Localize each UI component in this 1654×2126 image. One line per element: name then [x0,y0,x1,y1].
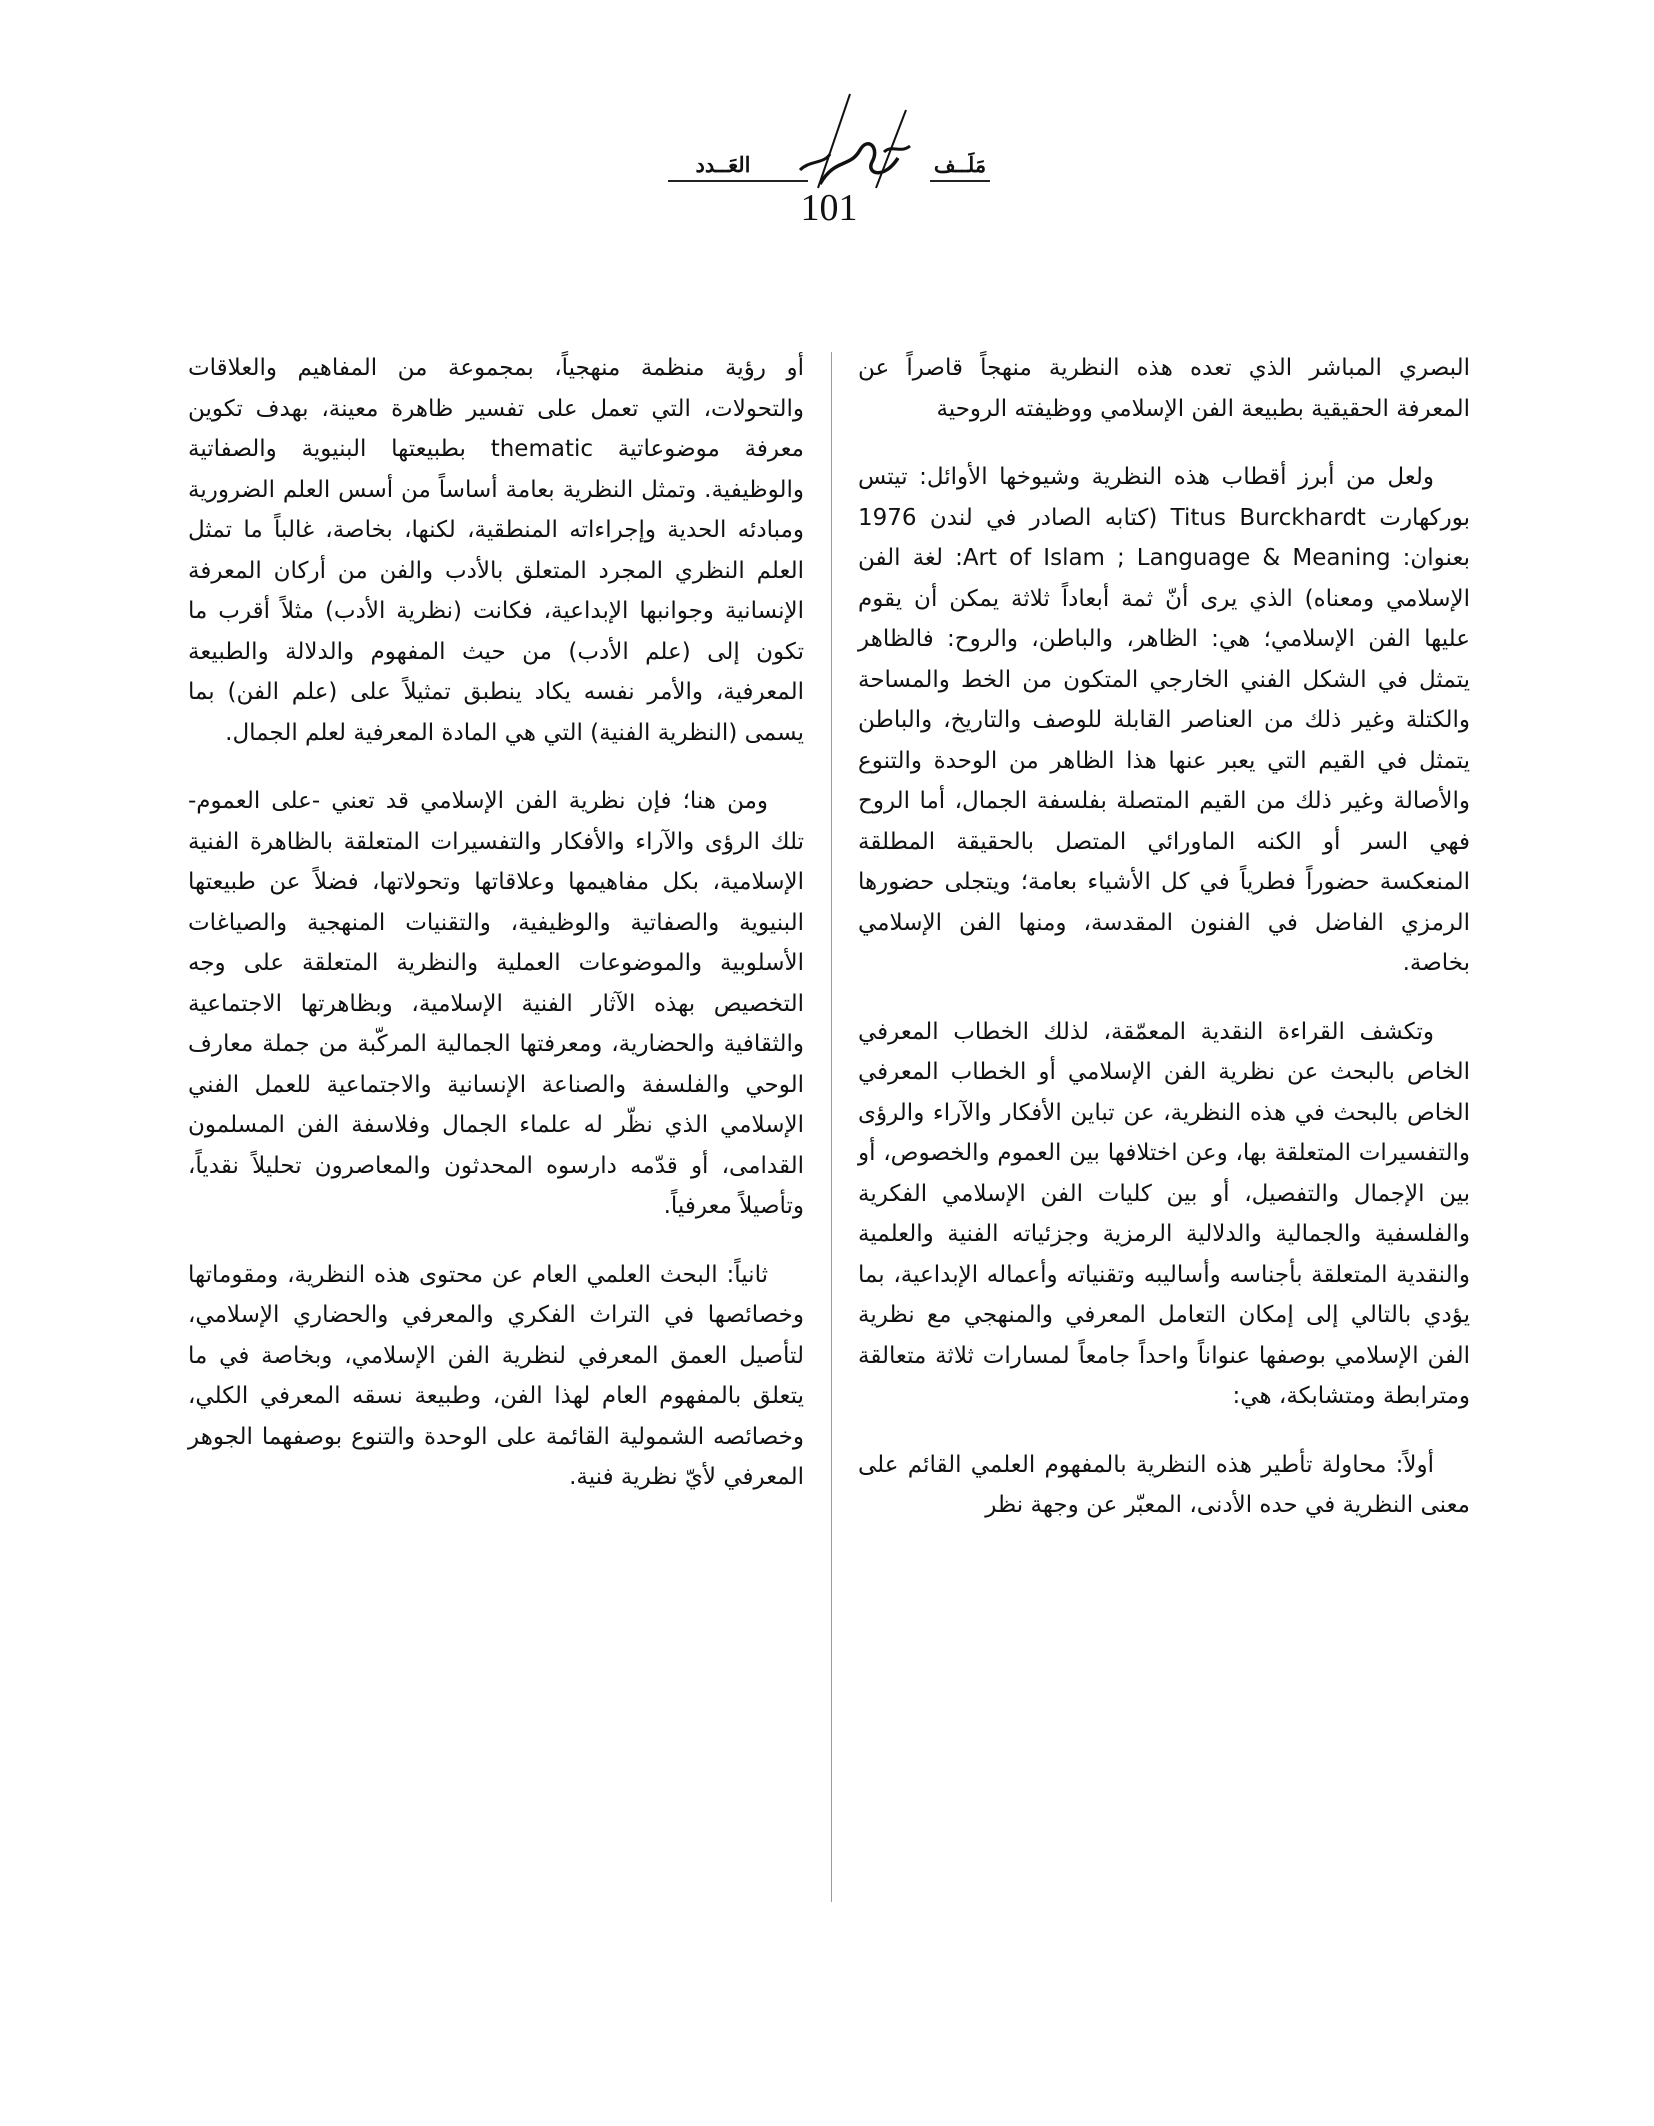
column-divider [831,352,832,1902]
page-header [0,0,1654,240]
header-rule-right [930,180,990,182]
paragraph: ولعل من أبرز أقطاب هذه النظرية وشيوخها الأوائل: تيتس بوركهارت Titus Burckhardt (كتابه الصادر في لندن 1976 بعنوان: Art of Islam ; Language & Meaning: لغة الفن الإسلامي ومعناه) الذي يرى أنّ ثمة أبعاداً ثلاثة يمكن أن يقوم عليها الفن الإسلامي؛ هي: الظاهر، والباطن، والروح: فالظاهر يتمثل في الشكل الفني الخارجي المتكون من الخط والمساحة والكتلة وغير ذلك من العناصر القابلة للوصف والتاريخ، والباطن يتمثل في القيم التي يعبر عنها هذا الظاهر من الوحدة والتنوع والأصالة وغير ذلك من القيم المتصلة بفلسفة الجمال، أما الروح فهي السر أو الكنه الماورائي المتصل بالحقيقة المطلقة المنعكسة حضوراً فطرياً في كل الأشياء بعامة؛ ويتجلى حضورها الرمزي الفاضل في الفنون المقدسة، ومنها الفن الإسلامي بخاصة. [858,464,1471,976]
paragraph: ومن هنا؛ فإن نظرية الفن الإسلامي قد تعني -على العموم- تلك الرؤى والآراء والأفكار والتفسيرات المتعلقة بالظاهرة الفنية الإسلامية، بكل مفاهيمها وعلاقاتها وتحولاتها، فضلاً عن طبيعتها البنيوية والصفاتية والوظيفية، والتقنيات المنهجية والصياغات الأسلوبية والموضوعات العملية والنظرية المتعلقة على وجه التخصيص بهذه الآثار الفنية الإسلامية، وبظاهرتها الاجتماعية والثقافية والحضارية، ومعرفتها الجمالية المركّبة من جملة معارف الوحي والفلسفة والصناعة الإنسانية والاجتماعية للعمل الفني الإسلامي الذي نظّر له علماء الجمال وفلاسفة الفن المسلمون القدامى، أو قدّمه دارسوه المحدثون والمعاصرون تحليلاً نقدياً، وتأصيلاً معرفياً. [188,788,804,1219]
paragraph: وتكشف القراءة النقدية المعمّقة، لذلك الخطاب المعرفي الخاص بالبحث عن نظرية الفن الإسلامي أو الخطاب المعرفي الخاص بالبحث في هذه النظرية، عن تباين الأفكار والآراء والرؤى والتفسيرات المتعلقة بها، وعن اختلافها بين العموم والخصوص، أو بين الإجمال والتفصيل، أو بين كليات الفن الإسلامي الفكرية والفلسفية والجمالية والدلالية الرمزية وجزئياته الفنية والعلمية والنقدية المتعلقة بأجناسه وأساليبه وتقنياته وأعماله الإبداعية، بما يؤدي بالتالي إلى إمكان التعامل المعرفي والمنهجي مع نظرية الفن الإسلامي بوصفها عنواناً واحداً جامعاً لمسارات ثلاثة متعالقة ومترابطة ومتشابكة، هي: [858,1018,1470,1409]
right-text-column [858,348,1470,1554]
paragraph: أولاً: محاولة تأطير هذه النظرية بالمفهوم العلمي القائم على معنى النظرية في حده الأدنى، المعبّر عن وجهة نظر [858,1451,1470,1518]
paragraph: أو رؤية منظمة منهجياً، بمجموعة من المفاهيم والعلاقات والتحولات، التي تعمل على تفسير ظاهرة معينة، بهدف تكوين معرفة موضوعاتية thematic بطبيعتها البنيوية والصفاتية والوظيفية. وتمثل النظرية بعامة أساساً من أسس العلم الضرورية ومبادئه الحدية وإجراءاته المنطقية، لكنها، بخاصة، غالباً ما تمثل العلم النظري المجرد المتعلق بالأدب والفن من أركان المعرفة الإنسانية وجوانبها الإبداعية، فكانت (نظرية الأدب) مثلاً أقرب ما تكون إلى (علم الأدب) من حيث المفهوم والدلالة والطبيعة المعرفية، والأمر نفسه يكاد ينطبق تمثيلاً على (علم الفن) بما يسمى (النظرية الفنية) التي هي المادة المعرفية لعلم الجمال. [188,355,804,746]
afkar-logo-icon [780,88,940,200]
page-number: 101 [800,187,858,229]
header-section-word-right: مَلَــف [933,152,987,177]
paragraph: ثانياً: البحث العلمي العام عن محتوى هذه النظرية، ومقوماتها وخصائصها في التراث الفكري والمعرفي والحضاري الإسلامي، لتأصيل العمق المعرفي لنظرية الفن الإسلامي، وبخاصة في ما يتعلق بالمفهوم العام لهذا الفن، وطبيعة نسقه المعرفي الكلي، وخصائصه الشمولية القائمة على الوحدة والتنوع بوصفهما الجوهر المعرفي لأيّ نظرية فنية. [188,1261,804,1490]
header-rule-left [668,180,808,182]
left-text-column [188,348,804,1526]
paragraph: البصري المباشر الذي تعده هذه النظرية منهجاً قاصراً عن المعرفة الحقيقية بطبيعة الفن الإسلامي ووظيفته الروحية [858,355,1470,422]
header-section-word-left: العَــدد [695,152,751,177]
